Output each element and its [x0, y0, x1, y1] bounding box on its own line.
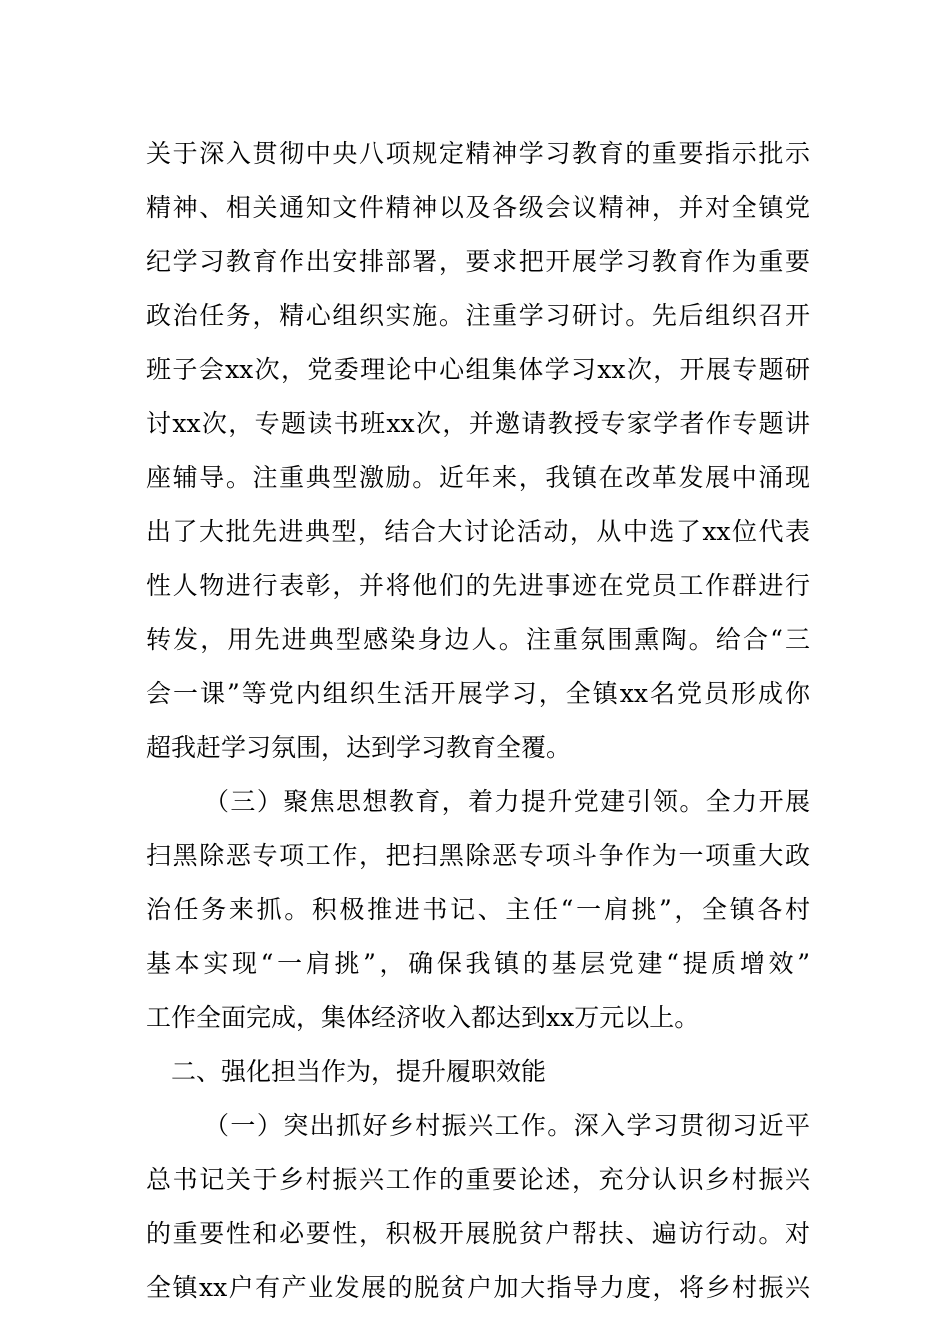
- text-line: 政治任务，精心组织实施。注重学习研讨。先后组织召开: [146, 301, 810, 330]
- text-line: 扫黑除恶专项工作，把扫黑除恶专项斗争作为一项重大政: [146, 841, 810, 870]
- text-line: 总书记关于乡村振兴工作的重要论述，充分认识乡村振兴: [146, 1165, 810, 1194]
- text-line: 关于深入贯彻中央八项规定精神学习教育的重要指示批示: [146, 139, 810, 168]
- text-line: 超我赶学习氛围，达到学习教育全覆。: [146, 733, 572, 762]
- text-line: 会一课”等党内组织生活开展学习，全镇xx名党员形成你: [146, 679, 810, 708]
- text-line: 基本实现“一肩挑”，确保我镇的基层党建“提质增效”: [146, 949, 810, 978]
- document-body: [146, 127, 810, 1315]
- text-line: 出了大批先进典型，结合大讨论活动，从中选了xx位代表: [146, 517, 810, 546]
- text-line: 治任务来抓。积极推进书记、主任“一肩挑”，全镇各村: [146, 895, 810, 924]
- text-line: （三）聚焦思想教育，着力提升党建引领。全力开展: [204, 787, 810, 816]
- text-line: 性人物进行表彰，并将他们的先进事迹在党员工作群进行: [146, 571, 810, 600]
- text-line: 班子会xx次，党委理论中心组集体学习xx次，开展专题研: [146, 355, 810, 384]
- text-line: 全镇xx户有产业发展的脱贫户加大指导力度，将乡村振兴: [146, 1273, 810, 1302]
- text-line: 座辅导。注重典型激励。近年来，我镇在改革发展中涌现: [146, 463, 810, 492]
- text-line: 的重要性和必要性，积极开展脱贫户帮扶、遍访行动。对: [146, 1219, 810, 1248]
- text-line: （一）突出抓好乡村振兴工作。深入学习贯彻习近平: [204, 1111, 810, 1140]
- text-line: 纪学习教育作出安排部署，要求把开展学习教育作为重要: [146, 247, 810, 276]
- text-line: 精神、相关通知文件精神以及各级会议精神，并对全镇党: [146, 193, 810, 222]
- text-line: 转发，用先进典型感染身边人。注重氛围熏陶。给合“三: [146, 625, 810, 654]
- section-heading: 二、强化担当作为，提升履职效能: [171, 1057, 547, 1086]
- text-line: 工作全面完成，集体经济收入都达到xx万元以上。: [146, 1003, 700, 1032]
- text-line: 讨xx次，专题读书班xx次，并邀请教授专家学者作专题讲: [146, 409, 810, 438]
